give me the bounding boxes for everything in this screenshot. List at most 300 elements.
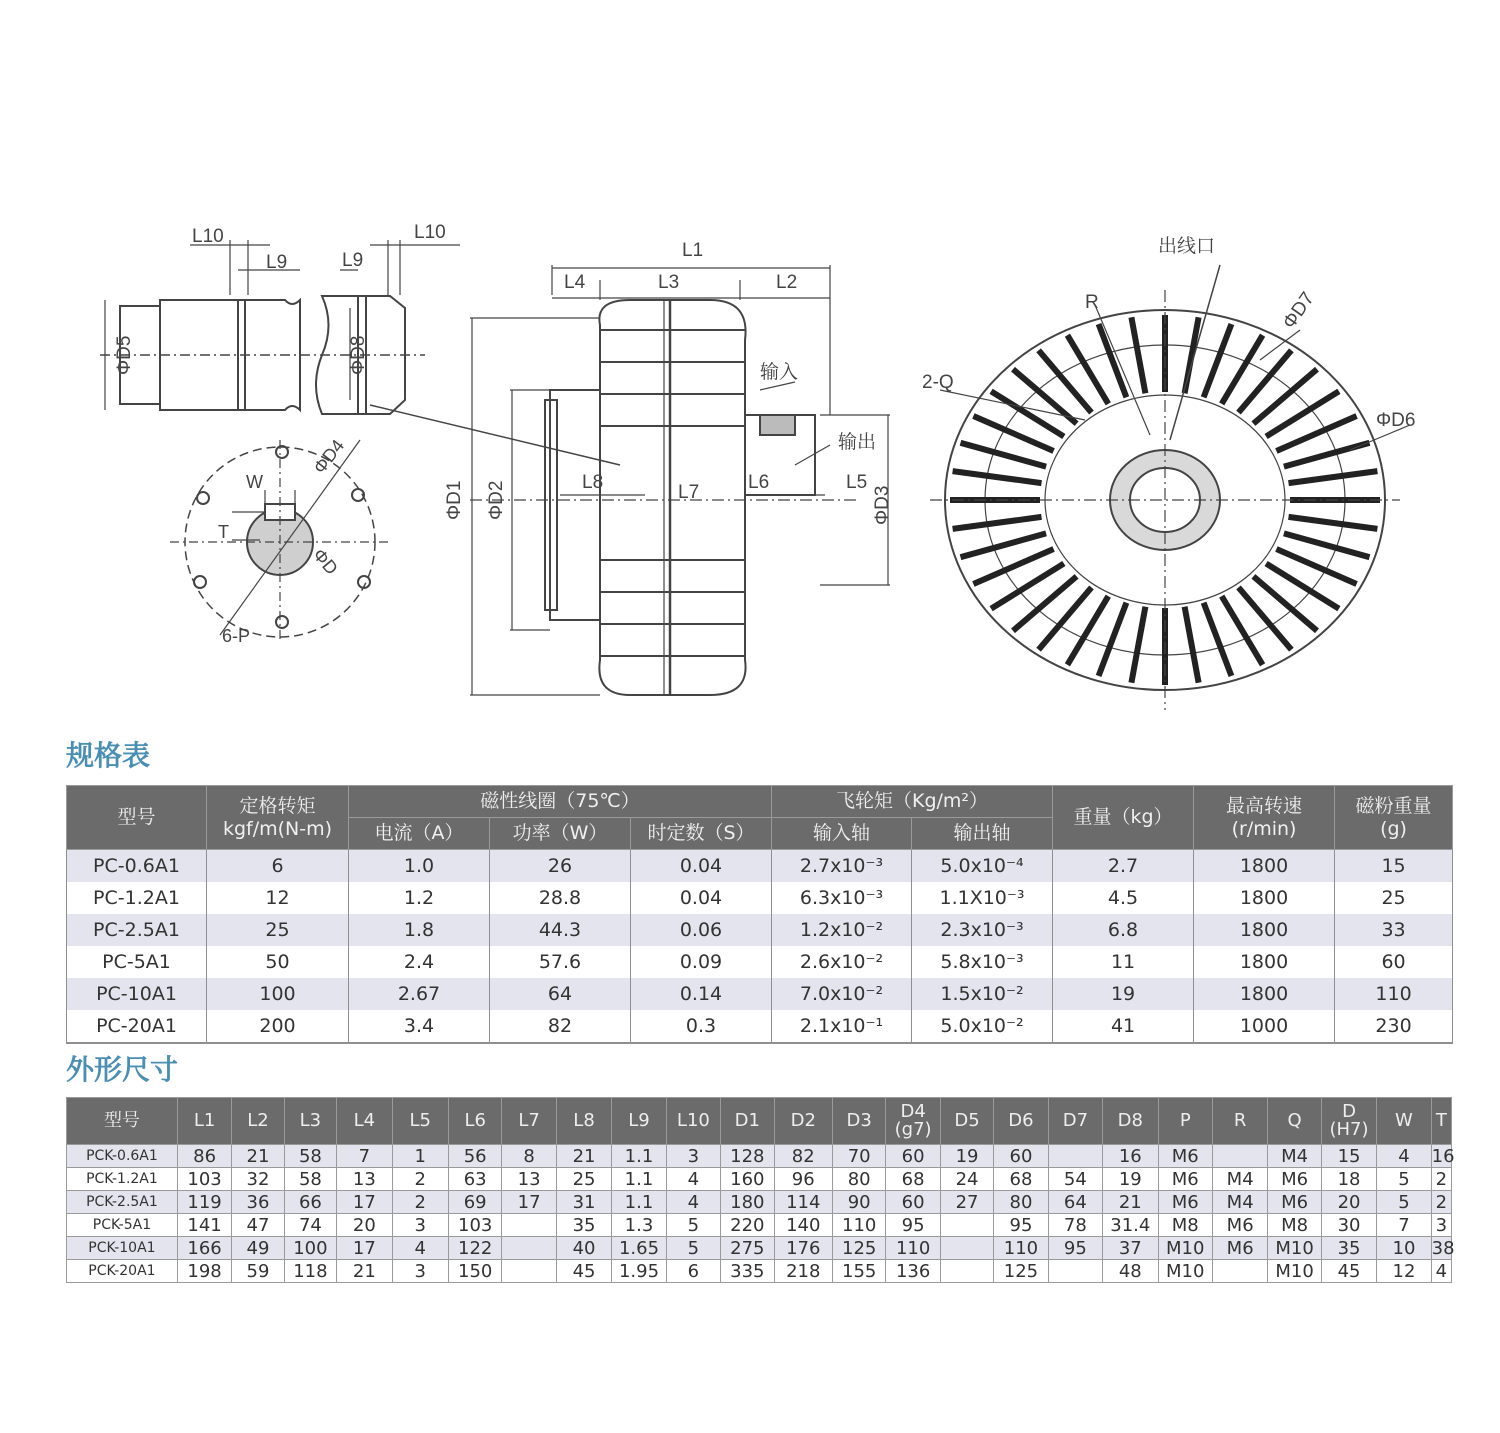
- dim-cell: 60: [886, 1191, 940, 1214]
- dim-cell: 1.1: [612, 1191, 666, 1214]
- dim-header-cell: [1158, 1098, 1212, 1145]
- dim-cell: 32: [232, 1168, 284, 1191]
- dim-header-cell: [284, 1098, 336, 1145]
- dim-cell: 100: [284, 1237, 336, 1260]
- dim-cell: 47: [232, 1214, 284, 1237]
- label-l7: L7: [678, 482, 700, 503]
- dim-cell: 1.65: [612, 1237, 666, 1260]
- header-powder-weight: 磁粉重量 (g): [1335, 786, 1453, 850]
- dim-cell: 21: [232, 1145, 284, 1168]
- spec-cell-speed: 1000: [1194, 1010, 1335, 1043]
- spec-cell-weight: 6.8: [1053, 914, 1194, 946]
- dim-cell: 125: [832, 1237, 885, 1260]
- cooling-fin: [1013, 369, 1077, 423]
- dim-row: [67, 1237, 1452, 1260]
- dim-cell: 10: [1377, 1237, 1431, 1260]
- spec-cell-power: 44.3: [490, 914, 631, 946]
- dim-cell: 45: [556, 1260, 611, 1283]
- spec-cell-weight: 11: [1053, 946, 1194, 978]
- dim-cell: M6: [1158, 1191, 1212, 1214]
- dim-cell: 37: [1103, 1237, 1158, 1260]
- spec-cell-speed: 1800: [1194, 850, 1335, 883]
- dim-header-text: D3: [846, 1110, 872, 1131]
- dim-header-cell: [67, 1098, 178, 1145]
- dim-cell: M8: [1158, 1214, 1212, 1237]
- dim-cell: 20: [337, 1214, 392, 1237]
- spec-cell-out: 5.8x10⁻³: [912, 946, 1053, 978]
- spec-cell-model: PC-10A1: [67, 978, 207, 1010]
- dim-cell: 6: [666, 1260, 720, 1283]
- dim-cell: 15: [1321, 1145, 1376, 1168]
- dim-cell: 110: [886, 1237, 940, 1260]
- dim-cell: 166: [177, 1237, 231, 1260]
- dim-cell: [502, 1260, 556, 1283]
- dim-cell: M6: [1268, 1191, 1321, 1214]
- dim-cell: [940, 1260, 993, 1283]
- dim-cell: 3: [392, 1214, 448, 1237]
- dim-header-text: D8: [1117, 1110, 1143, 1131]
- label-l1: L1: [682, 240, 704, 261]
- dim-header-cell: [774, 1098, 832, 1145]
- dim-cell: 8: [502, 1145, 556, 1168]
- spec-cell-current: 1.8: [349, 914, 490, 946]
- spec-cell-weight: 2.7: [1053, 850, 1194, 883]
- header-inertia: 飞轮矩（Kg/m²）: [772, 786, 1053, 818]
- cooling-fin: [1204, 603, 1232, 676]
- dim-cell: 13: [502, 1168, 556, 1191]
- header-current: 电流（A）: [349, 818, 490, 850]
- dim-cell: 17: [337, 1237, 392, 1260]
- dim-cell: 86: [177, 1145, 231, 1168]
- cooling-fin: [953, 517, 1042, 529]
- dim-cell: 19: [940, 1145, 993, 1168]
- dim-cell: M10: [1268, 1237, 1321, 1260]
- dim-cell: 19: [1103, 1168, 1158, 1191]
- dim-cell: PCK-20A1: [67, 1260, 178, 1283]
- dim-cell: 48: [1103, 1260, 1158, 1283]
- label-d6: ΦD6: [1376, 410, 1416, 431]
- spec-cell-out: 5.0x10⁻⁴: [912, 850, 1053, 883]
- dim-cell: 125: [994, 1260, 1048, 1283]
- cooling-fin: [1131, 607, 1145, 683]
- dim-cell: 45: [1321, 1260, 1376, 1283]
- dim-cell: 176: [774, 1237, 832, 1260]
- label-l6: L6: [748, 472, 770, 493]
- dim-cell: 4: [666, 1191, 720, 1214]
- spec-cell-time: 0.06: [631, 914, 772, 946]
- dim-cell: 95: [886, 1214, 940, 1237]
- dim-cell: 5: [1377, 1191, 1431, 1214]
- header-output-shaft: 输出轴: [912, 818, 1053, 850]
- spec-cell-speed: 1800: [1194, 882, 1335, 914]
- dim-header-text: D2: [790, 1110, 816, 1131]
- dim-cell: 3: [1431, 1214, 1451, 1237]
- dim-cell: 1.1: [612, 1145, 666, 1168]
- dim-header-cell: [940, 1098, 993, 1145]
- spec-row: [67, 850, 1453, 883]
- dim-cell: 1.1: [612, 1168, 666, 1191]
- spec-cell-current: 2.4: [349, 946, 490, 978]
- label-outlet: 出线口: [1158, 236, 1216, 257]
- dim-cell: PCK-0.6A1: [67, 1145, 178, 1168]
- spec-cell-torque: 50: [207, 946, 349, 978]
- dim-header-text: W: [1395, 1110, 1413, 1131]
- spec-cell-weight: 41: [1053, 1010, 1194, 1043]
- dim-cell: 20: [1321, 1191, 1376, 1214]
- cooling-fin: [1289, 471, 1378, 483]
- cooling-fin: [1289, 517, 1378, 529]
- dim-cell: 82: [774, 1145, 832, 1168]
- header-model: 型号: [67, 786, 207, 850]
- header-power: 功率（W）: [490, 818, 631, 850]
- dim-cell: 95: [1048, 1237, 1102, 1260]
- dim-cell: M4: [1212, 1191, 1267, 1214]
- dim-header-text: L7: [518, 1110, 540, 1131]
- dim-cell: 119: [177, 1191, 231, 1214]
- dim-cell: 56: [448, 1145, 501, 1168]
- spec-row: [67, 882, 1453, 914]
- header-time-constant: 时定数（S）: [631, 818, 772, 850]
- dim-header-cell: [612, 1098, 666, 1145]
- dim-cell: M6: [1268, 1168, 1321, 1191]
- dim-header-text: L8: [573, 1110, 595, 1131]
- spec-cell-time: 0.04: [631, 882, 772, 914]
- label-2q: 2-Q: [922, 372, 954, 393]
- dim-cell: 36: [232, 1191, 284, 1214]
- dim-cell: 30: [1321, 1214, 1376, 1237]
- dim-header-text: L3: [299, 1110, 322, 1131]
- dim-header-cell: [886, 1098, 940, 1145]
- dimensions-section-title: 外形尺寸: [66, 1053, 179, 1086]
- label-t: T: [218, 522, 229, 542]
- dim-header-text: D1: [734, 1110, 760, 1131]
- label-l4: L4: [564, 272, 586, 293]
- dim-cell: 5: [1377, 1168, 1431, 1191]
- label-l8: L8: [582, 472, 604, 493]
- dim-header-text: 型号: [103, 1110, 140, 1131]
- dim-cell: 12: [1377, 1260, 1431, 1283]
- dim-cell: 3: [666, 1145, 720, 1168]
- label-d7: ΦD7: [1278, 288, 1319, 333]
- dim-cell: 95: [994, 1214, 1048, 1237]
- dim-cell: 220: [721, 1214, 774, 1237]
- dim-header-text: D: [1342, 1101, 1356, 1122]
- cooling-fin: [1253, 576, 1317, 630]
- spec-cell-time: 0.3: [631, 1010, 772, 1043]
- cooling-fin: [961, 533, 1047, 557]
- dim-cell: 27: [940, 1191, 993, 1214]
- spec-cell-powder: 110: [1335, 978, 1453, 1010]
- dim-cell: 2: [1431, 1191, 1451, 1214]
- dim-cell: 5: [666, 1214, 720, 1237]
- dim-cell: 4: [392, 1237, 448, 1260]
- dim-header-text: P: [1179, 1110, 1191, 1131]
- dim-cell: [940, 1237, 993, 1260]
- spec-cell-weight: 4.5: [1053, 882, 1194, 914]
- dim-cell: 155: [832, 1260, 885, 1283]
- spec-cell-in: 2.1x10⁻¹: [772, 1010, 912, 1043]
- dim-cell: M6: [1212, 1237, 1267, 1260]
- dim-cell: 31.4: [1103, 1214, 1158, 1237]
- spec-cell-weight: 19: [1053, 978, 1194, 1010]
- dim-header-text: (H7): [1329, 1119, 1369, 1140]
- spec-cell-powder: 33: [1335, 914, 1453, 946]
- dim-cell: 110: [832, 1214, 885, 1237]
- dim-cell: [1048, 1260, 1102, 1283]
- dim-header-text: R: [1233, 1110, 1247, 1131]
- dim-header-cell: [177, 1098, 231, 1145]
- dim-header-cell: [1212, 1098, 1267, 1145]
- spec-cell-in: 6.3x10⁻³: [772, 882, 912, 914]
- dim-cell: 103: [448, 1214, 501, 1237]
- dim-cell: 110: [994, 1237, 1048, 1260]
- spec-cell-model: PC-0.6A1: [67, 850, 207, 883]
- spec-cell-torque: 25: [207, 914, 349, 946]
- dim-cell: 78: [1048, 1214, 1102, 1237]
- cooling-fin: [1185, 607, 1199, 683]
- dim-header-text: L5: [409, 1110, 431, 1131]
- dim-cell: 70: [832, 1145, 885, 1168]
- spec-cell-current: 2.67: [349, 978, 490, 1010]
- dim-header-text: L1: [193, 1110, 216, 1131]
- side-view-drawing: [470, 265, 890, 695]
- spec-cell-power: 28.8: [490, 882, 631, 914]
- dim-cell: 18: [1321, 1168, 1376, 1191]
- dim-header-cell: [1103, 1098, 1158, 1145]
- dim-cell: 96: [774, 1168, 832, 1191]
- cooling-fin: [1099, 603, 1127, 676]
- dim-cell: [940, 1214, 993, 1237]
- header-max-speed: 最高转速 (r/min): [1194, 786, 1335, 850]
- dim-cell: 16: [1103, 1145, 1158, 1168]
- dim-header-text: L6: [464, 1110, 486, 1131]
- dim-cell: PCK-5A1: [67, 1214, 178, 1237]
- dim-cell: 49: [232, 1237, 284, 1260]
- spec-row: [67, 978, 1453, 1010]
- spec-cell-power: 26: [490, 850, 631, 883]
- dim-cell: 59: [232, 1260, 284, 1283]
- spec-cell-out: 5.0x10⁻²: [912, 1010, 1053, 1043]
- dim-cell: 90: [832, 1191, 885, 1214]
- dim-cell: 40: [556, 1237, 611, 1260]
- spec-cell-torque: 100: [207, 978, 349, 1010]
- label-l2: L2: [776, 272, 798, 293]
- dim-cell: 31: [556, 1191, 611, 1214]
- dim-cell: 160: [721, 1168, 774, 1191]
- spec-section-title: 规格表: [66, 739, 151, 772]
- dim-cell: 4: [666, 1168, 720, 1191]
- dim-cell: 1: [392, 1145, 448, 1168]
- dim-row: [67, 1168, 1452, 1191]
- dim-row: [67, 1214, 1452, 1237]
- dim-cell: 141: [177, 1214, 231, 1237]
- dim-cell: 64: [1048, 1191, 1102, 1214]
- dim-cell: M10: [1268, 1260, 1321, 1283]
- label-d: ΦD: [308, 544, 342, 579]
- dim-cell: PCK-2.5A1: [67, 1191, 178, 1214]
- dim-cell: M6: [1212, 1214, 1267, 1237]
- dim-cell: 66: [284, 1191, 336, 1214]
- spec-table: [66, 785, 1453, 1044]
- label-l10-b: L10: [414, 222, 446, 243]
- label-l3: L3: [658, 272, 680, 293]
- dim-cell: M6: [1158, 1145, 1212, 1168]
- spec-cell-in: 7.0x10⁻²: [772, 978, 912, 1010]
- spec-cell-powder: 25: [1335, 882, 1453, 914]
- label-l10-a: L10: [192, 226, 224, 247]
- dim-cell: M8: [1268, 1214, 1321, 1237]
- dim-header-cell: [1431, 1098, 1451, 1145]
- spec-cell-torque: 12: [207, 882, 349, 914]
- spec-cell-in: 2.6x10⁻²: [772, 946, 912, 978]
- dim-cell: 3: [392, 1260, 448, 1283]
- dim-cell: 35: [1321, 1237, 1376, 1260]
- dim-cell: 17: [502, 1191, 556, 1214]
- spec-cell-current: 3.4: [349, 1010, 490, 1043]
- spec-cell-speed: 1800: [1194, 946, 1335, 978]
- dim-cell: 150: [448, 1260, 501, 1283]
- dim-cell: 118: [284, 1260, 336, 1283]
- dim-cell: 1.3: [612, 1214, 666, 1237]
- dim-cell: 7: [337, 1145, 392, 1168]
- dim-row: [67, 1191, 1452, 1214]
- spec-cell-out: 1.5x10⁻²: [912, 978, 1053, 1010]
- dim-cell: 335: [721, 1260, 774, 1283]
- label-d8: ΦD8: [348, 335, 369, 375]
- label-input: 输入: [760, 362, 799, 383]
- dim-cell: 60: [886, 1145, 940, 1168]
- dim-cell: PCK-10A1: [67, 1237, 178, 1260]
- dim-row: [67, 1260, 1452, 1283]
- dim-cell: 180: [721, 1191, 774, 1214]
- dim-cell: 54: [1048, 1168, 1102, 1191]
- dim-cell: M10: [1158, 1260, 1212, 1283]
- dim-cell: 68: [994, 1168, 1048, 1191]
- spec-cell-model: PC-1.2A1: [67, 882, 207, 914]
- spec-cell-time: 0.14: [631, 978, 772, 1010]
- dim-cell: 136: [886, 1260, 940, 1283]
- dim-header-cell: [337, 1098, 392, 1145]
- dim-header-text: D5: [954, 1110, 980, 1131]
- dim-cell: 4: [1377, 1145, 1431, 1168]
- spec-row: [67, 1010, 1453, 1043]
- dim-cell: 21: [337, 1260, 392, 1283]
- label-w: W: [246, 472, 263, 492]
- dim-cell: 2: [1431, 1168, 1451, 1191]
- dim-cell: 60: [994, 1145, 1048, 1168]
- spec-row: [67, 946, 1453, 978]
- spec-cell-power: 57.6: [490, 946, 631, 978]
- dim-cell: 21: [1103, 1191, 1158, 1214]
- dim-cell: 25: [556, 1168, 611, 1191]
- spec-row: [67, 914, 1453, 946]
- dim-header-text: T: [1435, 1110, 1447, 1131]
- label-d3: ΦD3: [872, 485, 893, 525]
- dim-header-cell: [448, 1098, 501, 1145]
- dim-header-text: L10: [676, 1110, 710, 1131]
- dim-cell: 5: [666, 1237, 720, 1260]
- label-r: R: [1085, 292, 1099, 313]
- dim-header-cell: [1048, 1098, 1102, 1145]
- dim-cell: 1.95: [612, 1260, 666, 1283]
- label-d5: ΦD5: [114, 335, 135, 375]
- dim-cell: 218: [774, 1260, 832, 1283]
- dim-cell: M6: [1158, 1168, 1212, 1191]
- dim-cell: 16: [1431, 1145, 1455, 1167]
- dim-cell: 128: [721, 1145, 774, 1168]
- front-view-drawing: [930, 265, 1410, 710]
- header-coil: 磁性线圈（75℃）: [349, 786, 772, 818]
- dim-cell: M4: [1268, 1145, 1321, 1168]
- label-output: 输出: [838, 432, 877, 453]
- label-d2: ΦD2: [486, 480, 507, 520]
- dim-header-cell: [502, 1098, 556, 1145]
- spec-cell-powder: 60: [1335, 946, 1453, 978]
- dim-header-cell: [392, 1098, 448, 1145]
- dim-cell: 275: [721, 1237, 774, 1260]
- dim-header-text: D7: [1062, 1110, 1089, 1131]
- dim-header-cell: [1377, 1098, 1431, 1145]
- spec-cell-time: 0.04: [631, 850, 772, 883]
- dim-header-cell: [666, 1098, 720, 1145]
- spec-cell-powder: 230: [1335, 1010, 1453, 1043]
- dim-header-cell: [832, 1098, 885, 1145]
- dim-cell: 21: [556, 1145, 611, 1168]
- dim-cell: 58: [284, 1168, 336, 1191]
- dim-cell: 58: [284, 1145, 336, 1168]
- label-6p: 6-P: [222, 626, 251, 646]
- dim-cell: M10: [1158, 1237, 1212, 1260]
- dim-cell: 198: [177, 1260, 231, 1283]
- dim-cell: 24: [940, 1168, 993, 1191]
- label-d1: ΦD1: [444, 480, 465, 520]
- label-l9-a: L9: [266, 252, 288, 273]
- spec-cell-out: 2.3x10⁻³: [912, 914, 1053, 946]
- dim-header-cell: [1268, 1098, 1321, 1145]
- cooling-fin: [1204, 324, 1232, 397]
- dim-cell: PCK-1.2A1: [67, 1168, 178, 1191]
- dim-cell: [1212, 1145, 1267, 1168]
- cooling-fin: [1099, 324, 1127, 397]
- header-torque: 定格转矩 kgf/m(N-m): [207, 786, 349, 850]
- dim-header-cell: [721, 1098, 774, 1145]
- dim-cell: 2: [392, 1191, 448, 1214]
- spec-cell-speed: 1800: [1194, 978, 1335, 1010]
- spec-cell-out: 1.1X10⁻³: [912, 882, 1053, 914]
- dim-header-text: D6: [1008, 1110, 1034, 1131]
- dim-cell: 35: [556, 1214, 611, 1237]
- cooling-fin: [1131, 317, 1145, 393]
- dim-cell: 69: [448, 1191, 501, 1214]
- spec-cell-model: PC-2.5A1: [67, 914, 207, 946]
- dim-cell: 7: [1377, 1214, 1431, 1237]
- cooling-fin: [953, 471, 1042, 483]
- spec-cell-in: 1.2x10⁻²: [772, 914, 912, 946]
- spec-cell-power: 64: [490, 978, 631, 1010]
- dimensions-table: [66, 1097, 1455, 1283]
- label-l5: L5: [846, 472, 868, 493]
- dim-cell: M4: [1212, 1168, 1267, 1191]
- dim-cell: [1212, 1260, 1267, 1283]
- header-input-shaft: 输入轴: [772, 818, 912, 850]
- spec-cell-torque: 6: [207, 850, 349, 883]
- dim-cell: 2: [392, 1168, 448, 1191]
- dim-cell: 38: [1431, 1237, 1455, 1259]
- technical-drawing: [60, 190, 1450, 720]
- dim-header-text: D4: [900, 1101, 926, 1122]
- dim-cell: 68: [886, 1168, 940, 1191]
- spec-cell-speed: 1800: [1194, 914, 1335, 946]
